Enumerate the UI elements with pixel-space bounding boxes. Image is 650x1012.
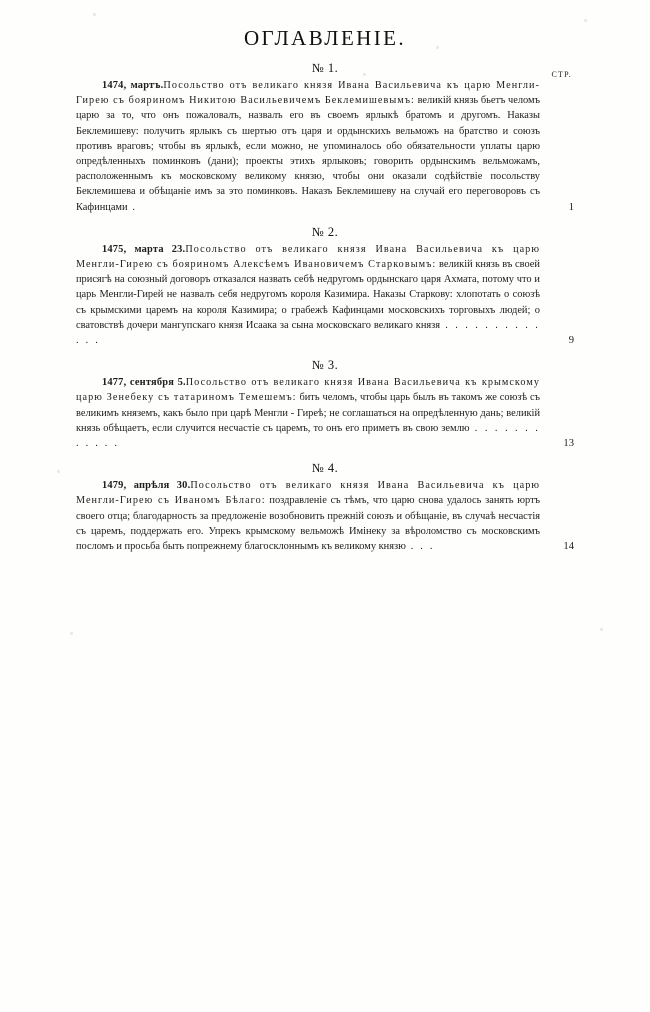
- entry-date: 1474, мартъ.: [102, 80, 164, 91]
- entry-number: № 2.: [311, 224, 339, 239]
- entry-number: № 1.: [311, 61, 339, 75]
- entry-text: великій князь бьетъ челомъ царю за то, что онъ пожаловалъ, назвалъ его въ своемъ ярлыкѣ братомъ и другомъ. Наказы Беклемишеву: получить ярлыкъ съ шертью отъ царя и ордынскихъ вельможъ на братство и союзъ противъ враговъ; чтобы въ ярлыкѣ, если можно, не упоминалось обо обязательности уплаты царю опредѣленныхъ поминковъ (дани); проекты этихъ ярлыковъ; говорить ордынскимъ вельможамъ, расположеннымъ къ московскому великому князю, чтобы они оказали содѣйствіе посольству Беклемишева и обѣщаніе имъ за это поминковъ. Наказъ Беклемишеву на случай его переговоровъ съ Кафинцами: [76, 95, 540, 213]
- entry-leader: . . . . . . . . . . . . .: [76, 319, 540, 347]
- entry-page-number: 1: [568, 201, 574, 213]
- entry-text: поздравленіе съ тѣмъ, что царю снова удалось занять юртъ своего отца; благодарность за предложеніе возобновить прежній союзъ и обѣщаніе, въ случаѣ несчастія съ царемъ, поддержать его. Упрекъ крымскому вельможѣ Имінеку за вѣроломство съ московскимъ посломъ и просьба быть попрежнему благосклоннымъ къ великому князю: [76, 495, 541, 553]
- scan-speck: [70, 632, 73, 635]
- entry-text: бить челомъ, чтобы царь былъ въ такомъ же союзѣ съ великимъ княземъ, какъ было при царѣ Менгли - Гиреѣ; не соглашаться на опредѣленную дань; великій князь обѣщаетъ, если случится несчастіе съ царемъ, то онъ его приметъ въ свою землю: [76, 392, 540, 434]
- entry-leader: . . .: [405, 541, 435, 553]
- entry-body: [76, 242, 574, 348]
- entry-leader: .: [127, 201, 138, 213]
- scan-speck: [57, 470, 60, 473]
- toc-entry: [76, 225, 574, 348]
- scan-speck: [93, 13, 96, 16]
- entry-heading: Посольство отъ великаго князя Ивана Васильевича къ царю Менгли-Гирею съ бояриномъ Алексѣемъ Ивановичемъ Старковымъ:: [76, 243, 540, 271]
- entry-heading: Посольство отъ великаго князя Ивана Васильевича къ царю Менгли-Гирею съ Иваномъ Бѣлаго:: [76, 480, 540, 507]
- toc-entry: [76, 358, 574, 451]
- entry-number: № 4.: [311, 461, 339, 476]
- column-header-pages: СТР.: [551, 70, 572, 79]
- toc-entry: [76, 461, 574, 554]
- table-of-contents: [76, 26, 574, 554]
- entry-heading: Посольство отъ великаго князя Ивана Васильевича къ крымскому царю Зенебеку съ татариномъ Темешемъ:: [76, 377, 540, 404]
- entry-heading: Посольство отъ великаго князя Ивана Васильевича къ царю Менгли-Гирею съ бояриномъ Никитою Васильевичемъ Беклемишевымъ:: [76, 80, 540, 107]
- entry-page-number: 9: [568, 335, 574, 347]
- entry-date: 1475, марта 23.: [102, 243, 186, 255]
- entry-body: [76, 478, 574, 554]
- entry-leader: . . . . . . . . . . . .: [76, 422, 540, 450]
- entry-date: 1479, апрѣля 30.: [102, 480, 191, 492]
- entry-body: [76, 78, 574, 215]
- toc-entry: [76, 61, 574, 215]
- entry-page-number: 14: [563, 541, 574, 553]
- page-title: ОГЛАВЛЕНІЕ.: [243, 26, 407, 50]
- entry-text: великій князь въ своей присягѣ на союзный договоръ отказался назвать себѣ недругомъ ордынскаго царя Ахмата, потому что и царь Менгли-Гирей не назвалъ себя недругомъ короля Казимира. Наказы Старкову: хлопотать о союзѣ съ крымскими царемъ на короля Казимира; о грабежѣ Кафинцами московскихъ торговыхъ людей; о сватовствѣ дочери мангупскаго князя Исаака за сына московскаго великаго князя: [76, 259, 540, 331]
- entry-date: 1477, сентября 5.: [102, 377, 186, 389]
- entry-body: [76, 375, 574, 451]
- scan-speck: [584, 19, 587, 22]
- entry-page-number: 13: [563, 438, 574, 450]
- entry-number: № 3.: [311, 358, 339, 373]
- scan-speck: [600, 628, 603, 631]
